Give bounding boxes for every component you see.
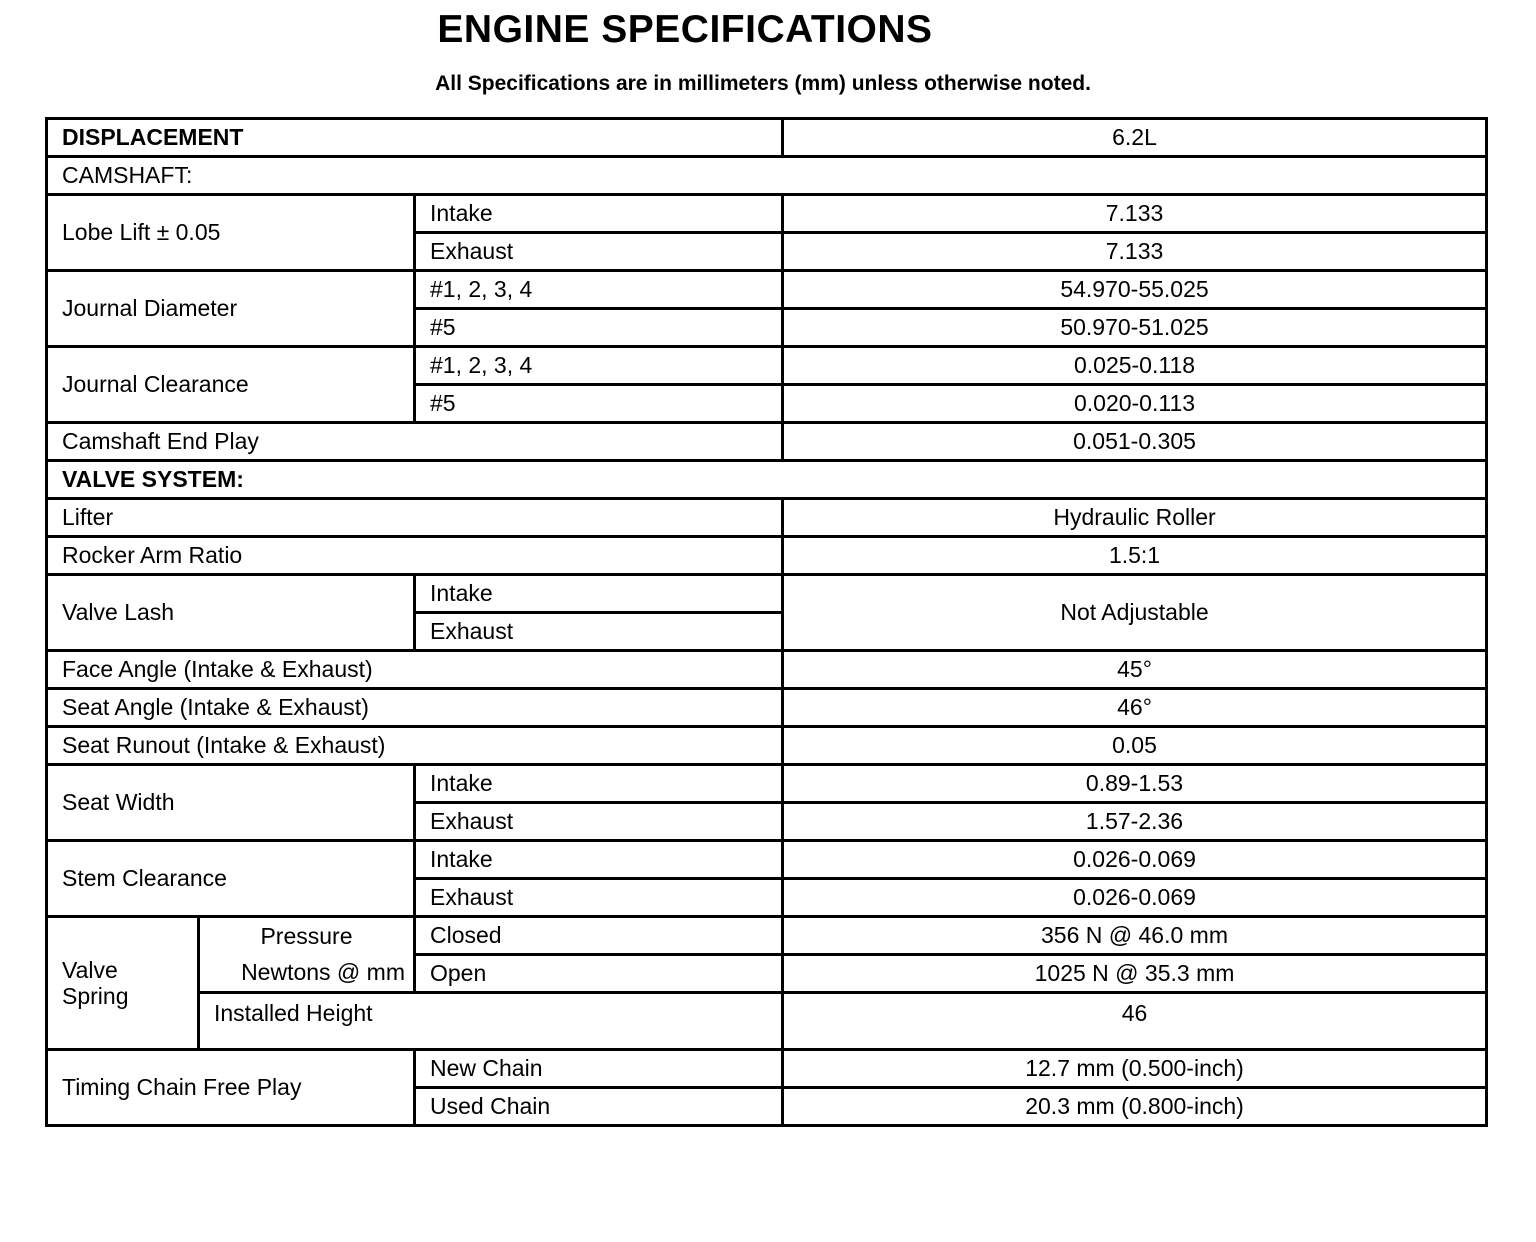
journal-clearance-sub2-label: #5 bbox=[415, 385, 783, 423]
lifter-label: Lifter bbox=[47, 499, 783, 537]
stem-clearance-intake-label: Intake bbox=[415, 841, 783, 879]
lobe-lift-exhaust-label: Exhaust bbox=[415, 233, 783, 271]
page-subtitle: All Specifications are in millimeters (mm) unless otherwise noted. bbox=[435, 72, 1091, 95]
table-row bbox=[47, 841, 1487, 879]
seat-width-exhaust-label: Exhaust bbox=[415, 803, 783, 841]
seat-runout-value: 0.05 bbox=[783, 727, 1487, 765]
journal-diameter-sub2-value: 50.970-51.025 bbox=[783, 309, 1487, 347]
table-row bbox=[47, 499, 1487, 537]
stem-clearance-exhaust-label: Exhaust bbox=[415, 879, 783, 917]
table-row bbox=[47, 993, 1487, 1050]
table-row bbox=[47, 1050, 1487, 1088]
valve-spring-label bbox=[47, 917, 199, 1050]
valve-spring-closed-label: Closed bbox=[415, 917, 783, 955]
face-angle-label: Face Angle (Intake & Exhaust) bbox=[47, 651, 783, 689]
journal-diameter-label: Journal Diameter bbox=[47, 271, 415, 347]
table-row bbox=[47, 955, 1487, 993]
rocker-arm-ratio-label: Rocker Arm Ratio bbox=[47, 537, 783, 575]
timing-chain-label: Timing Chain Free Play bbox=[47, 1050, 415, 1126]
table-row bbox=[47, 157, 1487, 195]
table-row bbox=[47, 461, 1487, 499]
stem-clearance-exhaust-value: 0.026-0.069 bbox=[783, 879, 1487, 917]
lobe-lift-label: Lobe Lift ± 0.05 bbox=[47, 195, 415, 271]
journal-clearance-sub2-value: 0.020-0.113 bbox=[783, 385, 1487, 423]
seat-angle-label: Seat Angle (Intake & Exhaust) bbox=[47, 689, 783, 727]
stem-clearance-label: Stem Clearance bbox=[47, 841, 415, 917]
valve-lash-intake-label: Intake bbox=[415, 575, 783, 613]
valve-spring-open-value: 1025 N @ 35.3 mm bbox=[783, 955, 1487, 993]
valve-lash-label: Valve Lash bbox=[47, 575, 415, 651]
table-row bbox=[47, 689, 1487, 727]
table-row bbox=[47, 423, 1487, 461]
valve-spring-newtons-label: Newtons @ mm bbox=[199, 955, 415, 993]
timing-chain-used-value: 20.3 mm (0.800-inch) bbox=[783, 1088, 1487, 1126]
seat-runout-label: Seat Runout (Intake & Exhaust) bbox=[47, 727, 783, 765]
camshaft-section-header: CAMSHAFT: bbox=[47, 157, 1487, 195]
seat-width-intake-value: 0.89-1.53 bbox=[783, 765, 1487, 803]
table-row bbox=[47, 347, 1487, 385]
seat-width-label: Seat Width bbox=[47, 765, 415, 841]
table-row bbox=[47, 119, 1487, 157]
timing-chain-new-value: 12.7 mm (0.500-inch) bbox=[783, 1050, 1487, 1088]
lobe-lift-intake-value: 7.133 bbox=[783, 195, 1487, 233]
seat-width-intake-label: Intake bbox=[415, 765, 783, 803]
journal-clearance-sub1-label: #1, 2, 3, 4 bbox=[415, 347, 783, 385]
journal-clearance-sub1-value: 0.025-0.118 bbox=[783, 347, 1487, 385]
table-row bbox=[47, 195, 1487, 233]
table-row bbox=[47, 537, 1487, 575]
camshaft-end-play-label: Camshaft End Play bbox=[47, 423, 783, 461]
valve-lash-value: Not Adjustable bbox=[783, 575, 1487, 651]
valve-spring-open-label: Open bbox=[415, 955, 783, 993]
valve-lash-exhaust-label: Exhaust bbox=[415, 613, 783, 651]
table-row bbox=[47, 765, 1487, 803]
timing-chain-new-label: New Chain bbox=[415, 1050, 783, 1088]
displacement-value: 6.2L bbox=[783, 119, 1487, 157]
table-row bbox=[47, 271, 1487, 309]
lobe-lift-exhaust-value: 7.133 bbox=[783, 233, 1487, 271]
valve-spring-pressure-label: Pressure bbox=[199, 917, 415, 955]
valve-spring-label-line2: Spring bbox=[62, 983, 129, 1009]
displacement-label: DISPLACEMENT bbox=[47, 119, 783, 157]
journal-clearance-label: Journal Clearance bbox=[47, 347, 415, 423]
valve-spring-label-line1: Valve bbox=[62, 956, 118, 983]
seat-width-exhaust-value: 1.57-2.36 bbox=[783, 803, 1487, 841]
page-title: ENGINE SPECIFICATIONS bbox=[437, 8, 933, 51]
stem-clearance-intake-value: 0.026-0.069 bbox=[783, 841, 1487, 879]
table-row bbox=[47, 575, 1487, 613]
lifter-value: Hydraulic Roller bbox=[783, 499, 1487, 537]
engine-spec-table bbox=[45, 117, 1488, 1127]
valve-spring-closed-value: 356 N @ 46.0 mm bbox=[783, 917, 1487, 955]
valve-system-section-header: VALVE SYSTEM: bbox=[47, 461, 1487, 499]
face-angle-value: 45° bbox=[783, 651, 1487, 689]
lobe-lift-intake-label: Intake bbox=[415, 195, 783, 233]
camshaft-end-play-value: 0.051-0.305 bbox=[783, 423, 1487, 461]
valve-spring-installed-height-value: 46 bbox=[783, 993, 1487, 1050]
valve-spring-installed-height-label: Installed Height bbox=[199, 993, 783, 1050]
journal-diameter-sub1-label: #1, 2, 3, 4 bbox=[415, 271, 783, 309]
rocker-arm-ratio-value: 1.5:1 bbox=[783, 537, 1487, 575]
journal-diameter-sub2-label: #5 bbox=[415, 309, 783, 347]
timing-chain-used-label: Used Chain bbox=[415, 1088, 783, 1126]
table-row bbox=[47, 651, 1487, 689]
journal-diameter-sub1-value: 54.970-55.025 bbox=[783, 271, 1487, 309]
table-row bbox=[47, 727, 1487, 765]
seat-angle-value: 46° bbox=[783, 689, 1487, 727]
table-row bbox=[47, 917, 1487, 955]
